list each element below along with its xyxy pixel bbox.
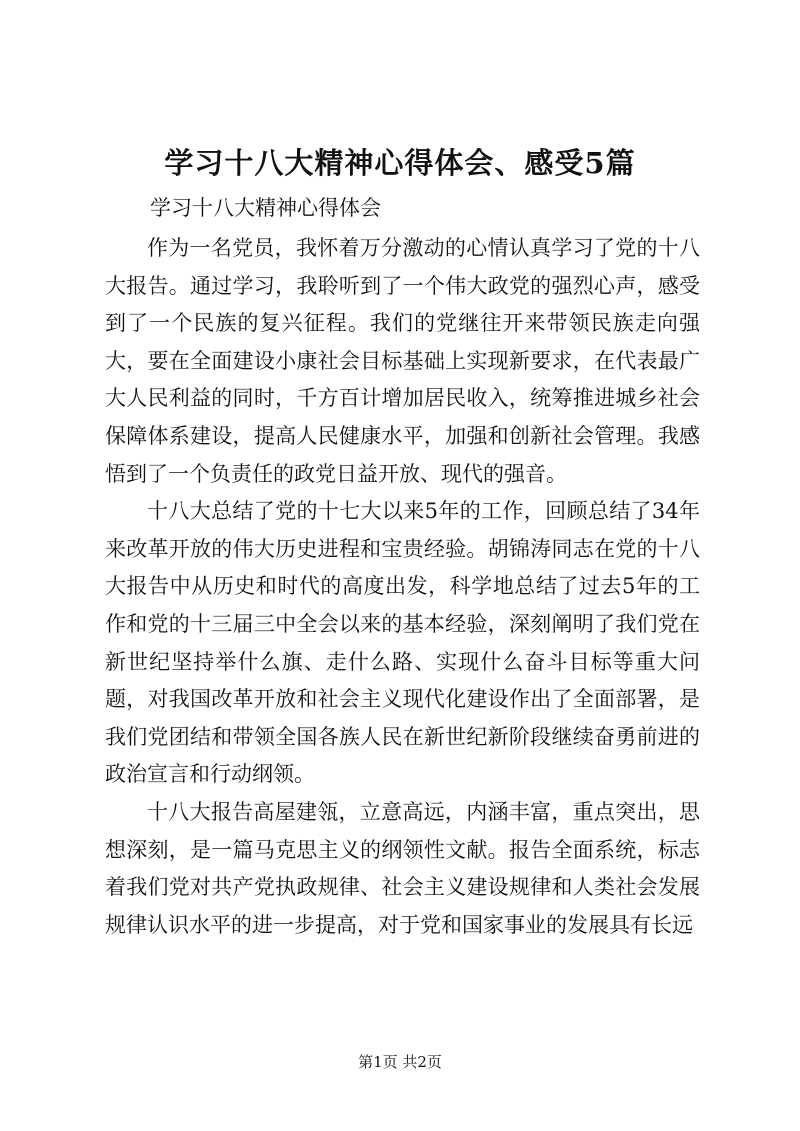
paragraph: 作为一名党员，我怀着万分激动的心情认真学习了党的十八大报告。通过学习，我聆听到了一个伟大政党的强烈心声，感受到了一个民族的复兴征程。我们的党继往开来带领民族走向强大，要在全面建设小康社会目标基础上实现新要求，在代表最广大人民利益的同时，千方百计增加居民收入，统筹推进城乡社会保障体系建设，提高人民健康水平，加强和创新社会管理。我感悟到了一个负责任的政党日益开放、现代的强音。 [105, 236, 700, 486]
page-number-footer: 第1页 共2页 [358, 1053, 442, 1071]
paragraph: 十八大总结了党的十七大以来5年的工作，回顾总结了34年来改革开放的伟大历史进程和宝贵经验。胡锦涛同志在党的十八大报告中从历史和时代的高度出发，科学地总结了过去5年的工作和党的十三届三中全会以来的基本经验，深刻阐明了我们党在新世纪坚持举什么旗、走什么路、实现什么奋斗目标等重大问题，对我国改革开放和社会主义现代化建设作出了全面部署，是我们党团结和带领全国各族人民在新世纪新阶段继续奋勇前进的政治宣言和行动纲领。 [105, 499, 700, 787]
section-subtitle: 学习十八大精神心得体会 [150, 196, 381, 220]
document-body [105, 230, 700, 944]
paragraph: 十八大报告高屋建瓴，立意高远，内涵丰富，重点突出，思想深刻，是一篇马克思主义的纲领性文献。报告全面系统，标志着我们党对共产党执政规律、社会主义建设规律和人类社会发展规律认识水平的进一步提高，对于党和国家事业的发展具有长远 [105, 799, 700, 937]
document-title: 学习十八大精神心得体会、感受5篇 [164, 146, 636, 180]
